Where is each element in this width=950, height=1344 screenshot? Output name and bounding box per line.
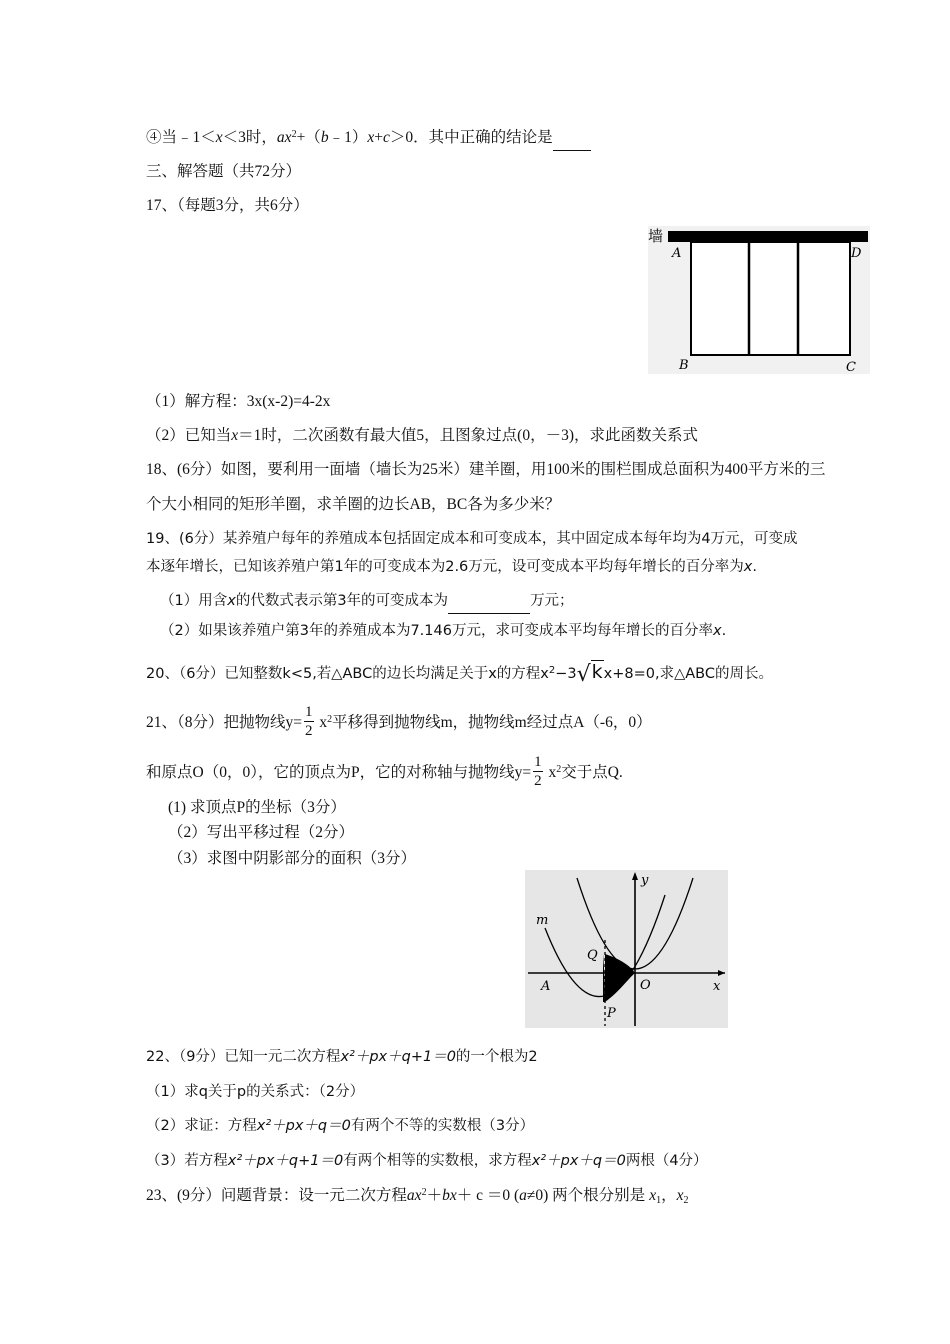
- q19-part-2: [160, 621, 726, 641]
- var-ax: ax: [406, 1187, 422, 1204]
- text: ≠0) 两个根分别是: [526, 1187, 646, 1204]
- q18-line-1: 18、(6分）如图，要利用一面墙（墙长为25米）建羊圈，用100米的围栏围成总面积为400平方米的三: [146, 461, 826, 478]
- answer-blank[interactable]: [448, 593, 530, 614]
- equation: x²＋px＋q+1＝0: [340, 1049, 456, 1065]
- wall-label: 墙: [648, 227, 664, 245]
- q18-line-2: 个大小相同的矩形羊圈，求羊圈的边长AB，BC各为多少米？: [146, 496, 561, 513]
- text: ＋: [426, 1187, 443, 1204]
- exponent: 2: [327, 714, 333, 725]
- section-3-heading: 三、解答题（共72分）: [146, 163, 302, 180]
- text: 交于点Q.: [561, 764, 623, 781]
- text: .: [721, 623, 727, 639]
- text: ，: [661, 1187, 677, 1204]
- q21-line-1: [146, 700, 652, 746]
- text: 21、（8分）把抛物线y=: [146, 714, 302, 731]
- q-label: Q: [587, 948, 598, 963]
- var-x1: x: [649, 1187, 657, 1204]
- vertex-b-label: B: [679, 358, 689, 373]
- pen-outline: [691, 242, 850, 355]
- text: 两根（4分）: [625, 1153, 708, 1169]
- a-label: A: [541, 979, 551, 994]
- q21-part-3: （3）求图中阴影部分的面积（3分）: [168, 850, 417, 867]
- text: ﹣1）: [328, 129, 368, 146]
- var-x: x: [215, 129, 223, 146]
- text: 万元；: [530, 593, 574, 609]
- text: （2）如果该养殖户第3年的养殖成本为7.146万元，求可变成本平均每年增长的百分率: [160, 623, 713, 639]
- q21-part-1: (1) 求顶点P的坐标（3分）: [168, 799, 346, 816]
- exponent: 2: [291, 129, 297, 140]
- q23-title: [146, 1186, 688, 1206]
- numerator: 1: [305, 703, 313, 720]
- answer-blank[interactable]: [553, 130, 591, 151]
- text: 23、(9分）问题背景：设一元二次方程: [146, 1187, 407, 1204]
- var-x: x: [743, 559, 753, 575]
- text: （2）求证：方程: [146, 1118, 257, 1134]
- equation: x²＋px＋q＝0: [256, 1118, 351, 1134]
- text: 有两个不等的实数根（3分）: [350, 1118, 535, 1134]
- var-bx: bx: [442, 1187, 457, 1204]
- o-label: O: [640, 978, 651, 993]
- text: x+8=0,求△ABC的周长。: [603, 666, 773, 682]
- sheep-pen-figure: [648, 226, 870, 374]
- text: .: [752, 559, 757, 575]
- text: +（: [296, 129, 321, 146]
- text: 22、（9分）已知一元二次方程: [146, 1049, 341, 1065]
- sqrt-symbol: √: [576, 662, 591, 687]
- text: 的一个根为2: [455, 1049, 538, 1065]
- text: ＋ c ＝0 (: [456, 1187, 520, 1204]
- denominator: 2: [305, 722, 313, 739]
- text: 有两个相等的实数根，求方程: [343, 1153, 532, 1169]
- x-label: x: [713, 979, 721, 994]
- var-x2: x: [676, 1187, 684, 1204]
- fraction-one-half: [533, 753, 543, 790]
- var-x: x: [367, 129, 375, 146]
- var-x: x: [712, 623, 722, 639]
- subscript: 2: [683, 1195, 689, 1206]
- figure-background: [525, 870, 728, 1028]
- exponent: 2: [421, 1187, 427, 1198]
- var-ax: ax: [276, 129, 292, 146]
- fraction-one-half: [304, 703, 314, 740]
- q22-part-1: （1）求q关于p的关系式：（2分）: [146, 1084, 365, 1100]
- q21-line-2: [146, 750, 623, 796]
- text: 和原点O（0，0），它的顶点为P，它的对称轴与抛物线y=: [146, 764, 532, 781]
- var-c: c: [382, 129, 390, 146]
- q19-part-1: [160, 591, 574, 614]
- m-label: m: [536, 913, 549, 928]
- exponent: 2: [548, 665, 556, 676]
- radicand-k: k: [591, 661, 603, 683]
- q17-part-2: [146, 426, 698, 446]
- numerator: 1: [534, 753, 542, 770]
- text: −3: [555, 666, 577, 682]
- q16-condition-4: [146, 128, 591, 151]
- text: 平移得到抛物线m，抛物线m经过点A（-6，0）: [332, 714, 652, 731]
- var-b: b: [320, 129, 329, 146]
- vertex-d-label: D: [851, 246, 862, 261]
- var-a: a: [519, 1187, 527, 1204]
- equation: x²＋px＋q＝0: [531, 1153, 626, 1169]
- q19-line-2: [146, 557, 757, 577]
- q22-part-2: [146, 1116, 534, 1136]
- var-x: x: [231, 427, 239, 444]
- text: （2）已知当: [146, 427, 232, 444]
- text: 的代数式表示第3年的可变成本为: [235, 593, 449, 609]
- exponent: 2: [556, 764, 562, 775]
- parabola-figure: [525, 870, 728, 1028]
- var-x: x: [227, 593, 236, 609]
- vertex-c-label: C: [846, 360, 856, 374]
- q21-part-2: （2）写出平移过程（2分）: [168, 824, 355, 841]
- q22-part-3: [146, 1151, 708, 1171]
- denominator: 2: [534, 772, 542, 789]
- p-label: P: [607, 1006, 616, 1021]
- text: （1）用含: [160, 593, 228, 609]
- text: 本逐年增长，已知该养殖户第1年的可变成本为2.6万元，设可变成本平均每年增长的百分率为: [146, 559, 744, 575]
- text: （3）若方程: [146, 1153, 228, 1169]
- y-label: y: [641, 873, 649, 888]
- text: ＜3时，: [222, 129, 277, 146]
- wall-bar: [668, 231, 868, 242]
- text: x: [544, 764, 557, 781]
- vertex-a-label: A: [672, 246, 682, 261]
- subscript: 1: [656, 1195, 662, 1206]
- equation: x²＋px＋q+1＝0: [227, 1153, 344, 1169]
- text: ④当﹣1＜: [146, 129, 216, 146]
- q17-title: 17、（每题3分，共6分）: [146, 197, 309, 214]
- text: 20、（6分）已知整数k<5,若△ABC的边长均满足关于x的方程x: [146, 666, 549, 682]
- q19-line-1: 19、(6分）某养殖户每年的养殖成本包括固定成本和可变成本，其中固定成本每年均为4万元，可变成: [146, 531, 798, 547]
- text: ＝1时，二次函数有最大值5，且图象过点(0，－3)，求此函数关系式: [238, 427, 698, 444]
- q20: [146, 662, 773, 685]
- text: x: [315, 714, 328, 731]
- q22-title: [146, 1047, 538, 1067]
- text: ＞0．其中正确的结论是: [389, 129, 553, 146]
- text: +: [374, 129, 383, 146]
- q17-part-1: （1）解方程：3x(x-2)=4-2x: [146, 393, 331, 410]
